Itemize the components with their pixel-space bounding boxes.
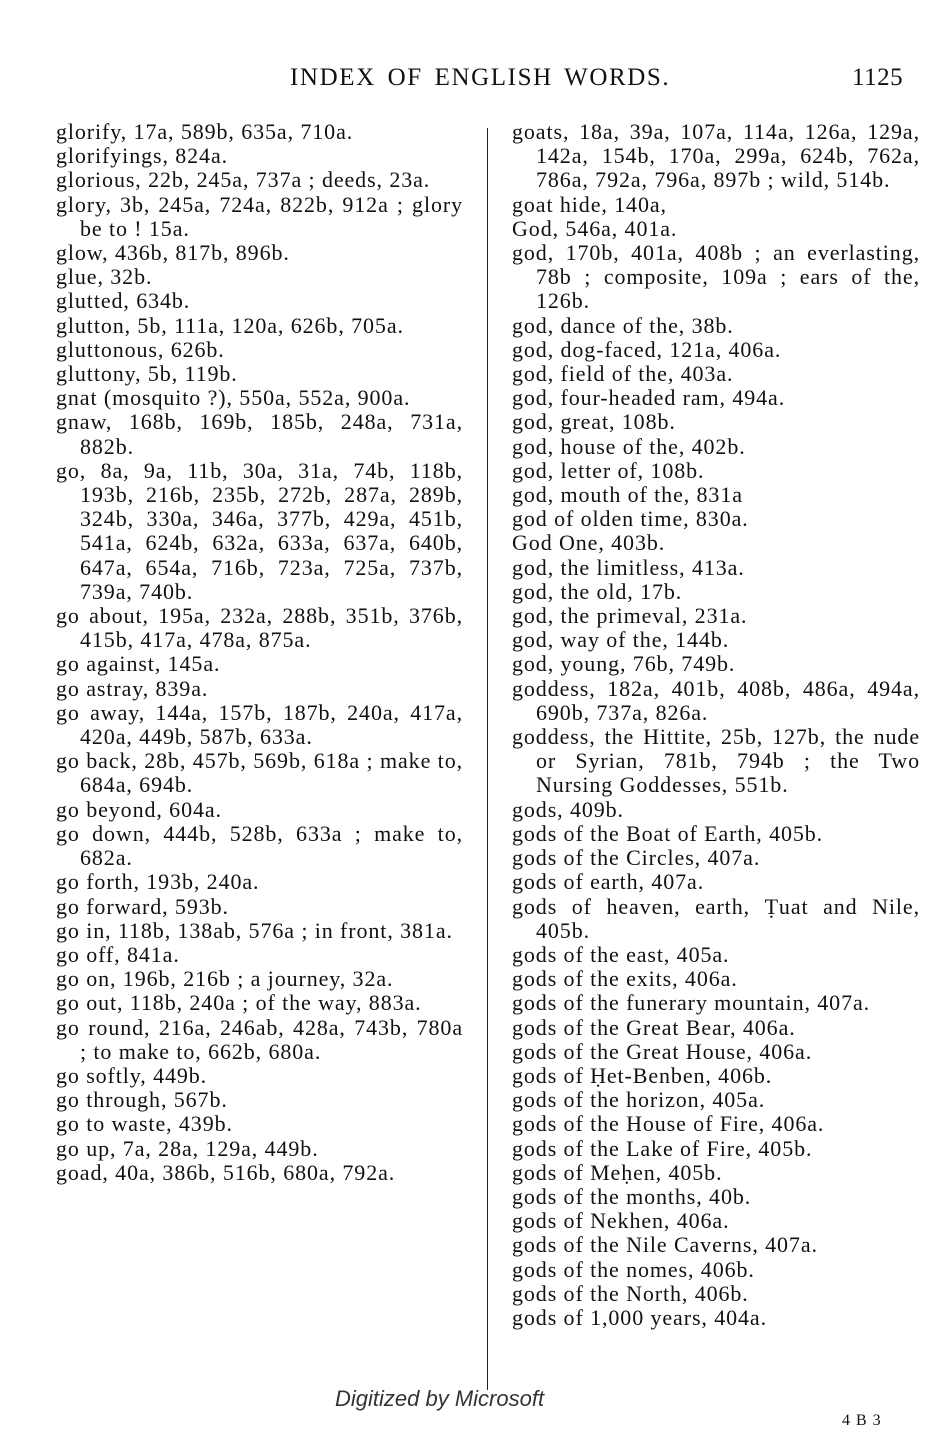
index-entry: gods of the east, 405a.: [512, 941, 730, 967]
index-entry: goad, 40a, 386b, 516b, 680a, 792a.: [56, 1159, 396, 1185]
index-entry: god, the primeval, 231a.: [512, 603, 748, 629]
index-entry: goddess, the Hittite, 25b, 127b, the nude or Syrian, 781b, 794b ; the Two Nursing Goddesses, 551b.: [512, 724, 920, 798]
index-entry: god, mouth of the, 831a: [512, 482, 743, 508]
index-entry: go down, 444b, 528b, 633a ; make to, 682a.: [56, 820, 463, 871]
index-entry: gods of the Great House, 406a.: [512, 1038, 813, 1064]
index-entry: gods of the nomes, 406b.: [512, 1256, 755, 1282]
index-entry: gods of the horizon, 405a.: [512, 1087, 766, 1113]
index-entry: god, field of the, 403a.: [512, 361, 734, 387]
index-entry: go up, 7a, 28a, 129a, 449b.: [56, 1135, 319, 1161]
index-entry: gods of the Circles, 407a.: [512, 845, 761, 871]
index-entry: god, house of the, 402b.: [512, 433, 746, 459]
index-entry: go through, 567b.: [56, 1087, 228, 1113]
index-entry: God One, 403b.: [512, 530, 666, 556]
index-entry: glutted, 634b.: [56, 288, 191, 314]
index-entry: god, young, 76b, 749b.: [512, 651, 736, 677]
index-entry: glue, 32b.: [56, 264, 153, 290]
index-entry: God, 546a, 401a.: [512, 215, 678, 241]
index-entry: gods of Meḥen, 405b.: [512, 1159, 723, 1185]
index-entry: god, four-headed ram, 494a.: [512, 385, 786, 411]
index-column-left: [56, 120, 463, 1185]
index-entry: gluttony, 5b, 119b.: [56, 361, 238, 387]
index-entry: god, dog-faced, 121a, 406a.: [512, 336, 782, 362]
index-entry: go, 8a, 9a, 11b, 30a, 31a, 74b, 118b, 193b, 216b, 235b, 272b, 287a, 289b, 324b, 330a, 346a, 377b, 429a, 451b, 541a, 624b, 632a, 633a, 637a, 640b, 647a, 654a, 716b, 723a, 725a, 737b, 739a, 740b.: [56, 457, 463, 604]
index-entry: glorify, 17a, 589b, 635a, 710a.: [56, 119, 354, 144]
index-entry: go round, 216a, 246ab, 428a, 743b, 780a ; to make to, 662b, 680a.: [56, 1014, 463, 1064]
index-entry: gods of the Boat of Earth, 405b.: [512, 820, 824, 846]
index-entry: gluttonous, 626b.: [56, 336, 225, 362]
index-entry: go off, 841a.: [56, 941, 180, 967]
index-entry: god, dance of the, 38b.: [512, 312, 734, 338]
index-entry: go astray, 839a.: [56, 675, 209, 701]
index-entry: gods of the North, 406b.: [512, 1280, 749, 1306]
running-title: INDEX OF ENGLISH WORDS.: [290, 64, 671, 91]
index-entry: go forth, 193b, 240a.: [56, 869, 260, 895]
index-entry: go in, 118b, 138ab, 576a ; in front, 381a.: [56, 917, 453, 943]
index-entry: gods of earth, 407a.: [512, 869, 705, 895]
index-entry: god, letter of, 108b.: [512, 457, 705, 483]
index-entry: gods of the Nile Caverns, 407a.: [512, 1232, 818, 1258]
index-entry: glorious, 22b, 245a, 737a ; deeds, 23a.: [56, 167, 431, 193]
index-entry: goddess, 182a, 401b, 408b, 486a, 494a, 690b, 737a, 826a.: [512, 675, 920, 725]
index-entry: gods of the months, 40b.: [512, 1183, 752, 1209]
index-entry: gods, 409b.: [512, 796, 624, 822]
index-entry: gods of the exits, 406a.: [512, 966, 738, 992]
index-entry: god, great, 108b.: [512, 409, 676, 435]
index-column-right: [512, 120, 920, 1330]
index-entry: glow, 436b, 817b, 896b.: [56, 240, 290, 266]
index-entry: go to waste, 439b.: [56, 1111, 233, 1137]
index-entry: goat hide, 140a,: [512, 191, 667, 217]
index-entry: gods of the funerary mountain, 407a.: [512, 990, 871, 1016]
page-header: [0, 62, 940, 98]
index-entry: goats, 18a, 39a, 107a, 114a, 126a, 129a, 142a, 154b, 170a, 299a, 624b, 762a, 786a, 792a, 796a, 897b ; wild, 514b.: [512, 119, 920, 193]
index-entry: go on, 196b, 216b ; a journey, 32a.: [56, 966, 394, 992]
signature-mark: 4 B 3: [842, 1412, 882, 1429]
index-entry: gods of Ḥet-Benben, 406b.: [512, 1062, 773, 1088]
index-entry: glory, 3b, 245a, 724a, 822b, 912a ; glory be to ! 15a.: [56, 191, 463, 241]
index-entry: go against, 145a.: [56, 651, 221, 677]
index-entry: go beyond, 604a.: [56, 796, 222, 822]
digitized-watermark: Digitized by Microsoft: [335, 1386, 545, 1411]
index-entry: go away, 144a, 157b, 187b, 240a, 417a, 420a, 449b, 587b, 633a.: [56, 699, 463, 750]
index-entry: god of olden time, 830a.: [512, 506, 749, 532]
index-entry: god, the old, 17b.: [512, 578, 683, 604]
index-entry: go about, 195a, 232a, 288b, 351b, 376b, 415b, 417a, 478a, 875a.: [56, 603, 463, 653]
index-entry: god, the limitless, 413a.: [512, 554, 745, 580]
index-entry: gods of Nekhen, 406a.: [512, 1208, 730, 1234]
index-entry: gods of the Great Bear, 406a.: [512, 1014, 796, 1040]
index-entry: go forward, 593b.: [56, 893, 229, 919]
page-number: 1125: [852, 64, 904, 91]
index-entry: gods of the House of Fire, 406a.: [512, 1111, 825, 1137]
index-entry: gnat (mosquito ?), 550a, 552a, 900a.: [56, 385, 411, 411]
index-entry: gnaw, 168b, 169b, 185b, 248a, 731a, 882b.: [56, 409, 463, 459]
column-divider: [487, 128, 488, 1390]
index-entry: gods of 1,000 years, 404a.: [512, 1304, 767, 1330]
index-entry: glorifyings, 824a.: [56, 143, 229, 169]
index-entry: god, 170b, 401a, 408b ; an everlasting, 78b ; composite, 109a ; ears of the, 126b.: [512, 240, 920, 314]
index-entry: glutton, 5b, 111a, 120a, 626b, 705a.: [56, 312, 404, 338]
index-entry: go out, 118b, 240a ; of the way, 883a.: [56, 990, 422, 1016]
index-entry: gods of the Lake of Fire, 405b.: [512, 1135, 813, 1161]
index-entry: go softly, 449b.: [56, 1062, 208, 1088]
index-entry: gods of heaven, earth, Ṭuat and Nile, 405b.: [512, 893, 920, 943]
index-entry: go back, 28b, 457b, 569b, 618a ; make to, 684a, 694b.: [56, 748, 463, 798]
index-entry: god, way of the, 144b.: [512, 627, 730, 653]
